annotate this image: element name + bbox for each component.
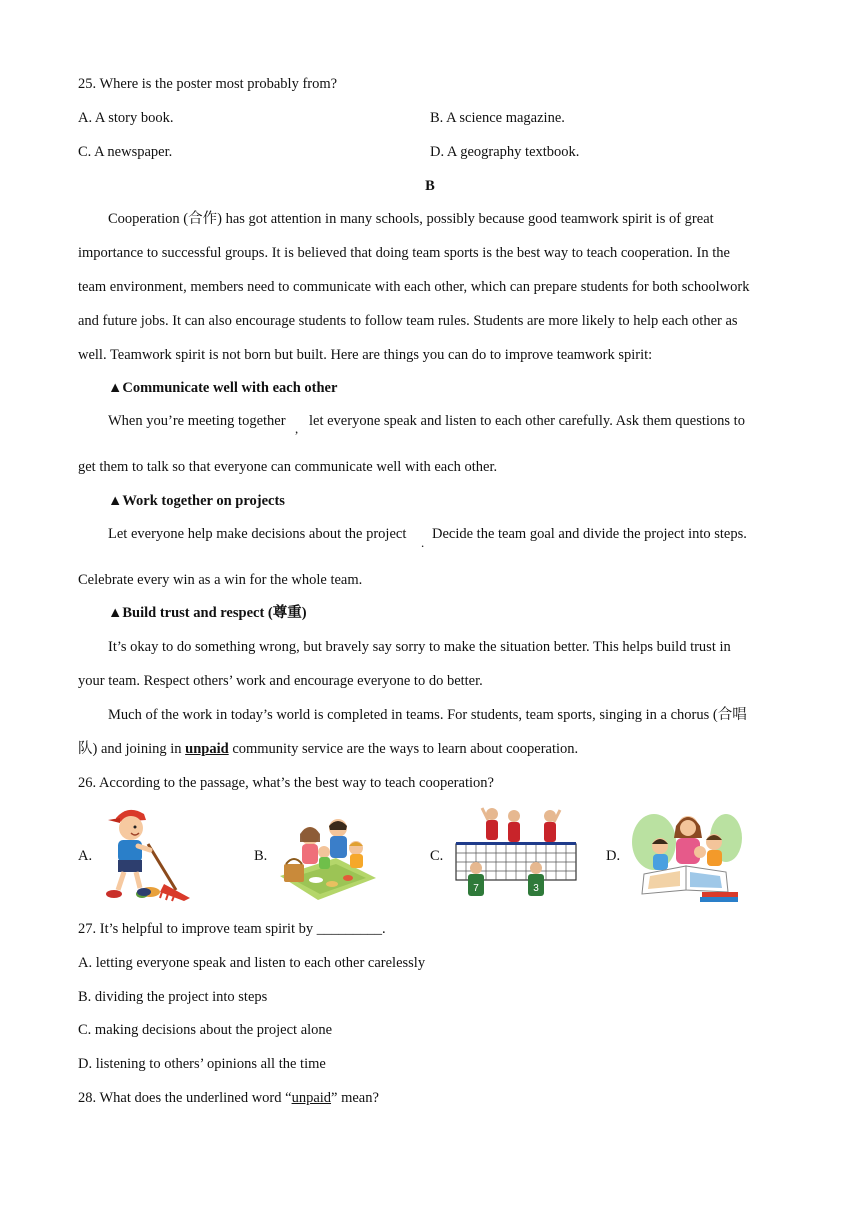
q27-question: 27. It’s helpful to improve team spirit by _________. [78,921,386,937]
q27-option-b: B. dividing the project into steps [78,989,268,1005]
underlined-word: unpaid [291,1090,332,1106]
q27-option-d: D. listening to others’ opinions all the time [78,1056,326,1072]
boy-raking-image [98,804,192,902]
q26-label-a: A. [78,848,93,864]
jersey-number: 7 [473,883,479,894]
q25-option-b: B. A science magazine. [430,110,565,126]
paragraph-line: let everyone speak and listen to each other carefully. Ask them questions to [309,413,745,429]
paragraph-line: Celebrate every win as a win for the whole team. [78,572,363,588]
stray-period: . [421,535,425,550]
paragraph-line: Decide the team goal and divide the project into steps. [432,526,747,542]
paragraph-line: team environment, members need to communicate with each other, which can prepare students for both schoolwork [78,279,750,295]
paragraph-line [78,739,578,759]
jersey-number: 3 [533,883,539,894]
paragraph-line: importance to successful groups. It is believed that doing team sports is the best way to teach cooperation. In the [78,245,730,261]
volleyball-net-image [452,804,580,902]
paragraph-line: well. Teamwork spirit is not born but built. Here are things you can do to improve teamwork spirit: [78,347,653,363]
paragraph-line: Let everyone help make decisions about the project [108,526,407,542]
text-span: 28. What does the underlined word “ [78,1090,292,1106]
section-heading: B [425,178,435,194]
q25-option-a: A. A story book. [78,110,174,126]
paragraph-line: and future jobs. It can also encourage students to follow team rules. Students are more likely to help each other as [78,313,738,329]
tip-heading-trust: ▲Build trust and respect (尊重) [108,605,307,621]
paragraph-line [108,411,286,431]
q28-question [78,1088,379,1108]
text-span: When you’re meeting together [108,413,286,429]
q26-label-b: B. [254,848,268,864]
text-span: community service are the ways to learn about cooperation. [228,741,579,757]
q26-label-d: D. [606,848,621,864]
text-span: 队) and joining in [78,741,186,757]
paragraph-line: Cooperation (合作) has got attention in many schools, possibly because good teamwork spirit is of great [108,211,714,227]
underlined-word: unpaid [185,741,229,757]
stray-comma: , [295,421,299,436]
family-picnic-image [276,806,378,902]
tip-heading-work-together: ▲Work together on projects [108,493,285,509]
paragraph-line: Much of the work in today’s world is completed in teams. For students, team sports, singing in a chorus (合唱 [108,707,747,723]
q25-question: 25. Where is the poster most probably from? [78,76,338,92]
q25-option-d: D. A geography textbook. [430,144,580,160]
family-reading-image [630,808,742,904]
paragraph-line: get them to talk so that everyone can communicate well with each other. [78,459,498,475]
q27-option-a: A. letting everyone speak and listen to each other carelessly [78,955,426,971]
q25-option-c: C. A newspaper. [78,144,173,160]
q27-option-c: C. making decisions about the project alone [78,1022,333,1038]
text-span: ” mean? [331,1090,379,1106]
paragraph-line: It’s okay to do something wrong, but bravely say sorry to make the situation better. This helps build trust in [108,639,731,655]
q26-label-c: C. [430,848,444,864]
tip-heading-communicate: ▲Communicate well with each other [108,380,338,396]
q26-question: 26. According to the passage, what’s the best way to teach cooperation? [78,775,494,791]
paragraph-line: your team. Respect others’ work and encourage everyone to do better. [78,673,483,689]
